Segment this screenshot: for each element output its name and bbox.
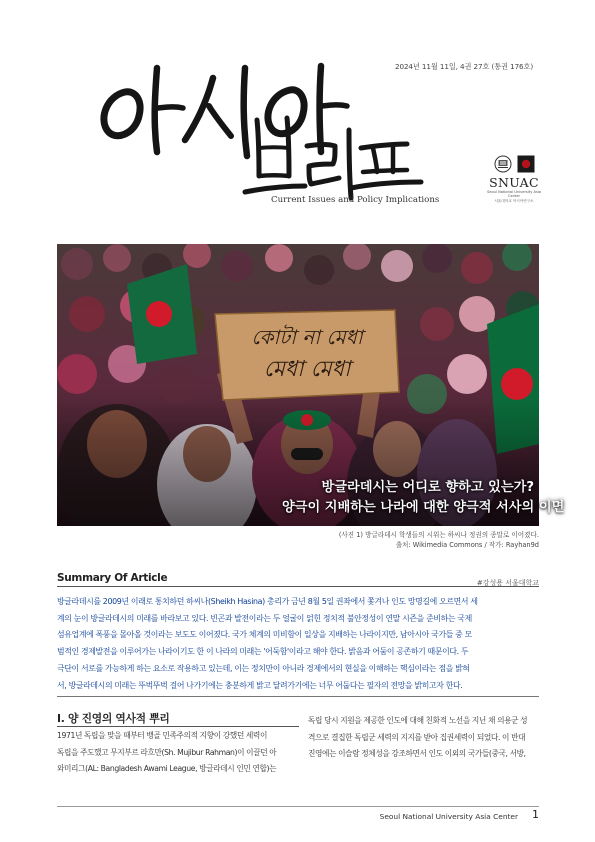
footer-divider <box>57 806 539 807</box>
masthead-stroke <box>209 106 231 136</box>
asia-center-emblem-icon <box>517 155 535 173</box>
masthead-stroke <box>245 186 305 192</box>
masthead-stroke <box>158 107 183 108</box>
masthead-stroke <box>259 147 289 148</box>
summary-line: 섬유업계에 폭풍을 몰아올 것이라는 보도도 이어졌다. 국가 체계의 미비함이 일상을 지배하는 나라이지만, 남아시아 국가들 중 모 <box>57 630 472 640</box>
body-line: 격으로 결집한 독립군 세력의 지지를 받아 집권세력이 되었다. 이 반대 <box>308 732 526 742</box>
logo-subtext-ko: 서울대학교 아시아연구소 <box>494 198 534 203</box>
issue-info: 2024년 11월 11일, 4권 27호 (통권 176호) <box>395 62 534 71</box>
cover-headline <box>282 478 565 518</box>
masthead-stroke <box>361 144 407 148</box>
masthead-stroke <box>320 66 322 152</box>
masthead-logo <box>85 60 425 210</box>
summary-line: 극단이 서로를 가능하게 하는 요소로 작용하고 있는데, 이는 정치만이 아니라 경제에서의 현실을 이해하는 핵심이라는 점을 밝혀 <box>57 663 470 673</box>
body-line: 와미리그(AL: Bangladesh Awami League, 방글라데시 인민 연합)는 <box>57 764 277 773</box>
caption-line1: (사진 1) 방글라데시 학생들의 시위는 하씨나 정권의 종말로 이어졌다. <box>338 531 539 539</box>
summary-line: 방글라데시를 2009년 이래로 통치하던 하씨나(Sheikh Hasina) 총리가 금년 8월 5일 권좌에서 쫓겨나 인도 망명길에 오르면서 세 <box>57 597 478 606</box>
headline-line2: 양극이 지배하는 나라에 대한 양극적 서사의 이면 <box>282 500 565 515</box>
body-column-right <box>308 713 540 763</box>
body-line: 독립 당시 지원을 제공한 인도에 대해 친화적 노선을 지닌 채 의용군 성 <box>308 716 528 725</box>
masthead-stroke <box>363 170 407 172</box>
photo-caption <box>300 530 539 550</box>
subtitle-en: Current Issues and Policy Implications <box>271 195 440 205</box>
masthead-stroke <box>104 92 140 136</box>
summary-bottom-divider <box>57 696 539 697</box>
masthead-stroke <box>244 68 247 156</box>
masthead-stroke <box>351 182 421 188</box>
logo-subtext-en: Seoul National University Asia Center <box>486 190 542 199</box>
page-number: 1 <box>532 808 539 821</box>
footer-institution: Seoul National University Asia Center <box>379 812 518 821</box>
snuac-logo <box>483 155 545 203</box>
headline-line1: 방글라데시는 어디로 향하고 있는가? <box>321 480 534 495</box>
body-column-left <box>57 728 297 778</box>
masthead-stroke <box>322 105 347 106</box>
summary-heading: Summary Of Article <box>57 572 168 584</box>
body-line: 진영에는 이슬람 정체성을 강조하면서 인도 이외의 국가들(중국, 서방, <box>308 749 526 758</box>
body-line: 1971년 독립을 맞을 때부터 뱅골 민족주의적 지향이 강했던 세력이 <box>57 731 267 740</box>
summary-divider <box>57 586 539 587</box>
caption-line2: 출처: Wikimedia Commons / 작가: Rayhan9d <box>395 541 539 549</box>
section-divider <box>57 726 299 727</box>
masthead-stroke <box>259 175 289 176</box>
summary-line: 서, 방글라데시의 미래는 뚜벅뚜벅 걸어 나가기에는 충분하게 밝고 달려가기에는 너무 어둡다는 필자의 전망을 밝히고자 한다. <box>57 680 463 690</box>
author-byline: #강성용 서울대학교 <box>476 579 539 587</box>
summary-body <box>57 594 539 694</box>
body-line: 독립을 주도했고 무지부르 라흐만(Sh. Mujibur Rahman)이 이끌던 아 <box>57 747 277 757</box>
section-heading: I. 양 진영의 역사적 뿌리 <box>57 712 170 725</box>
summary-line: 계의 눈이 방글라데시의 미래를 바라보고 있다. 빈곤과 발전이라는 두 얼굴이 얽힌 정치적 불안정성이 연말 시즌을 준비하는 국제 <box>57 613 472 623</box>
summary-line: 범적인 경제발전을 이루어가는 나라이기도 한 이 나라의 미래는 '어둑함'이라고 해야 한다. 밝음과 어둠이 공존하기 때문이다. 두 <box>57 647 469 657</box>
snu-emblem-icon <box>494 155 512 173</box>
masthead-stroke <box>373 148 377 172</box>
logo-wordmark: SNUAC <box>489 175 539 190</box>
